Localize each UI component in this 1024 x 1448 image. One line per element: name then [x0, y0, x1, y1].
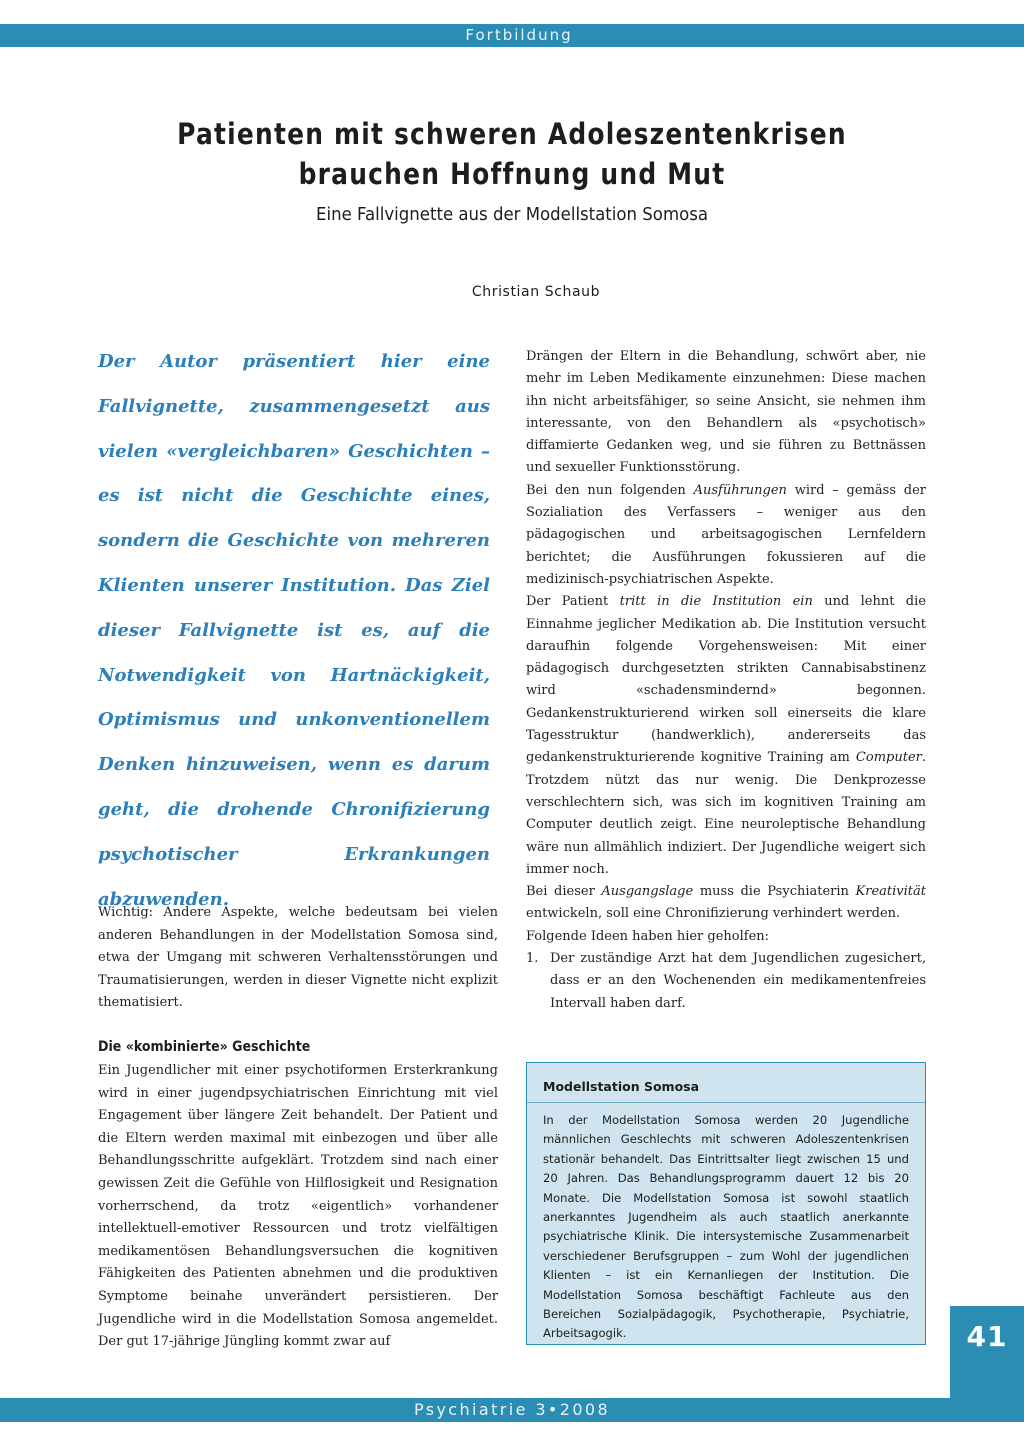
lead-paragraph: Der Autor präsentiert hier eine Fallvignette, zusammengesetzt aus vielen «vergleichbaren» Geschichten – es ist nicht die Geschichte eines, sondern die Geschichte von mehreren Klienten unserer Institution. Das Ziel dieser Fallvignette ist es, auf die Notwendigkeit von Hartnäckigkeit, Optimismus und unkonventionellem Denken hinzuweisen, wenn es darum geht, die drohende Chronifizierung psychotischer Erkrankungen abzuwenden. [98, 351, 490, 910]
section-label: Fortbildung [465, 26, 573, 44]
text-run: . Trotzdem nützt das nur wenig. Die Denkprozesse verschlechtern sich, was sich im kognitiven Training am Computer deutlich zeigt. Eine neuroleptische Behandlung wäre nun allmählich indiziert. Der Jugendliche weigert sich immer noch. [526, 750, 926, 877]
paragraph [526, 591, 926, 881]
text-run: entwickeln, soll eine Chronifizierung verhindert werden. [526, 906, 901, 922]
article-subtitle: Eine Fallvignette aus der Modellstation Somosa [316, 204, 708, 225]
text-run: muss die Psychiaterin [693, 884, 856, 900]
article-title: Patienten mit schweren Adoleszentenkrisen brauchen Hoffnung und Mut [177, 117, 847, 191]
list-item [526, 948, 926, 1015]
text-run: Der Patient [526, 594, 620, 610]
divider [527, 1102, 925, 1103]
emphasis: Ausgangslage [601, 884, 694, 900]
text-run: Bei dieser [526, 884, 602, 900]
body-text-right [526, 346, 926, 1015]
list-text: Der zuständige Arzt hat dem Jugendlichen zugesichert, dass er an den Wochenenden ein medikamentenfreies Intervall haben darf. [550, 951, 926, 1011]
text-run: Bei den nun folgenden [526, 482, 694, 498]
page-number: 41 [966, 1320, 1008, 1353]
paragraph [526, 881, 926, 926]
journal-label: Psychiatrie 3•2008 [413, 1400, 611, 1419]
emphasis: Kreativität [855, 884, 926, 900]
emphasis: Ausführungen [693, 482, 787, 498]
paragraph [526, 480, 926, 591]
note-paragraph: Wichtig: Andere Aspekte, welche bedeutsam bei vielen anderen Behandlungen in der Modellstation Somosa sind, etwa der Umgang mit schweren Verhaltensstörungen und Traumatisierungen, werden in dieser Vignette nicht explizit thematisiert. [98, 905, 498, 1010]
page-number-box [950, 1306, 1024, 1398]
section-heading: Die «kombinierte» Geschichte [98, 1039, 311, 1055]
info-box-title: Modellstation Somosa [543, 1079, 700, 1094]
list-number: 1. [526, 951, 539, 967]
author-name: Christian Schaub [471, 284, 601, 300]
paragraph: Drängen der Eltern in die Behandlung, schwört aber, nie mehr im Leben Medikamente einzunehmen: Diese machen ihn nicht arbeitsfähiger, so seine Ansicht, sie nehmen ihm interessante, von den Behandlern als «psychotisch» diffamierte Gedanken weg, und sie führen zu Bettnässen und sexueller Funktionsstörung. [526, 349, 926, 476]
section-header-bar [0, 24, 1024, 47]
footer-bar [0, 1398, 1024, 1422]
body-text-left: Ein Jugendlicher mit einer psychotiformen Ersterkrankung wird in einer jugendpsychiatrischen Einrichtung mit viel Engagement über längere Zeit behandelt. Der Patient und die Eltern werden maximal mit einbezogen und über alle Behandlungsschritte aufgeklärt. Trotzdem sind nach einer gewissen Zeit die Gefühle von Hilflosigkeit und Resignation vorherrschend, da trotz «eigentlich» vorhandener intellektuell-emotiver Ressourcen und trotz vielfältigen medikamentösen Behandlungsversuchen die kognitiven Fähigkeiten des Patienten abnehmen und die produktiven Symptome beinahe unverändert persistieren. Der Jugendliche wird in die Modellstation Somosa angemeldet. Der gut 17-jährige Jüngling kommt zwar auf [98, 1063, 498, 1350]
info-box [526, 1062, 926, 1345]
info-box-text: In der Modellstation Somosa werden 20 Jugendliche männlichen Geschlechts mit schweren Adoleszentenkrisen stationär behandelt. Das Eintrittsalter liegt zwischen 15 und 20 Jahren. Das Behandlungsprogramm dauert 12 bis 20 Monate. Die Modellstation Somosa ist sowohl staatlich anerkanntes Jugendheim als auch staatlich anerkannte psychiatrische Klinik. Die intersystemische Zusammenarbeit verschiedener Berufsgruppen – zum Wohl der jugendlichen Klienten – ist ein Kernanliegen der Institution. Die Modellstation Somosa beschäftigt Fachleute aus den Bereichen Sozialpädagogik, Psychotherapie, Psychiatrie, Arbeitsagogik. [543, 1113, 909, 1341]
emphasis: tritt in die Institution ein [619, 594, 813, 610]
emphasis: Computer [855, 750, 922, 766]
paragraph: Folgende Ideen haben hier geholfen: [526, 928, 770, 944]
text-run: und lehnt die Einnahme jeglicher Medikation ab. Die Institution versucht daraufhin folgende Vorgehensweisen: Mit einer pädagogisch durchgesetzten strikten Cannabisabstinenz wird «schadensmindernd» begonnen. Gedankenstrukturierend wirken soll einerseits die klare Tagesstruktur (handwerklich), andererseits das gedankenstrukturierende kognitive Training am [526, 594, 926, 766]
text-run: wird – gemäss der Sozialiation des Verfassers – weniger aus den pädagogischen und arbeitsagogischen Lernfeldern berichtet; die Ausführungen fokussieren auf die medizinisch-psychiatrischen Aspekte. [526, 482, 926, 587]
